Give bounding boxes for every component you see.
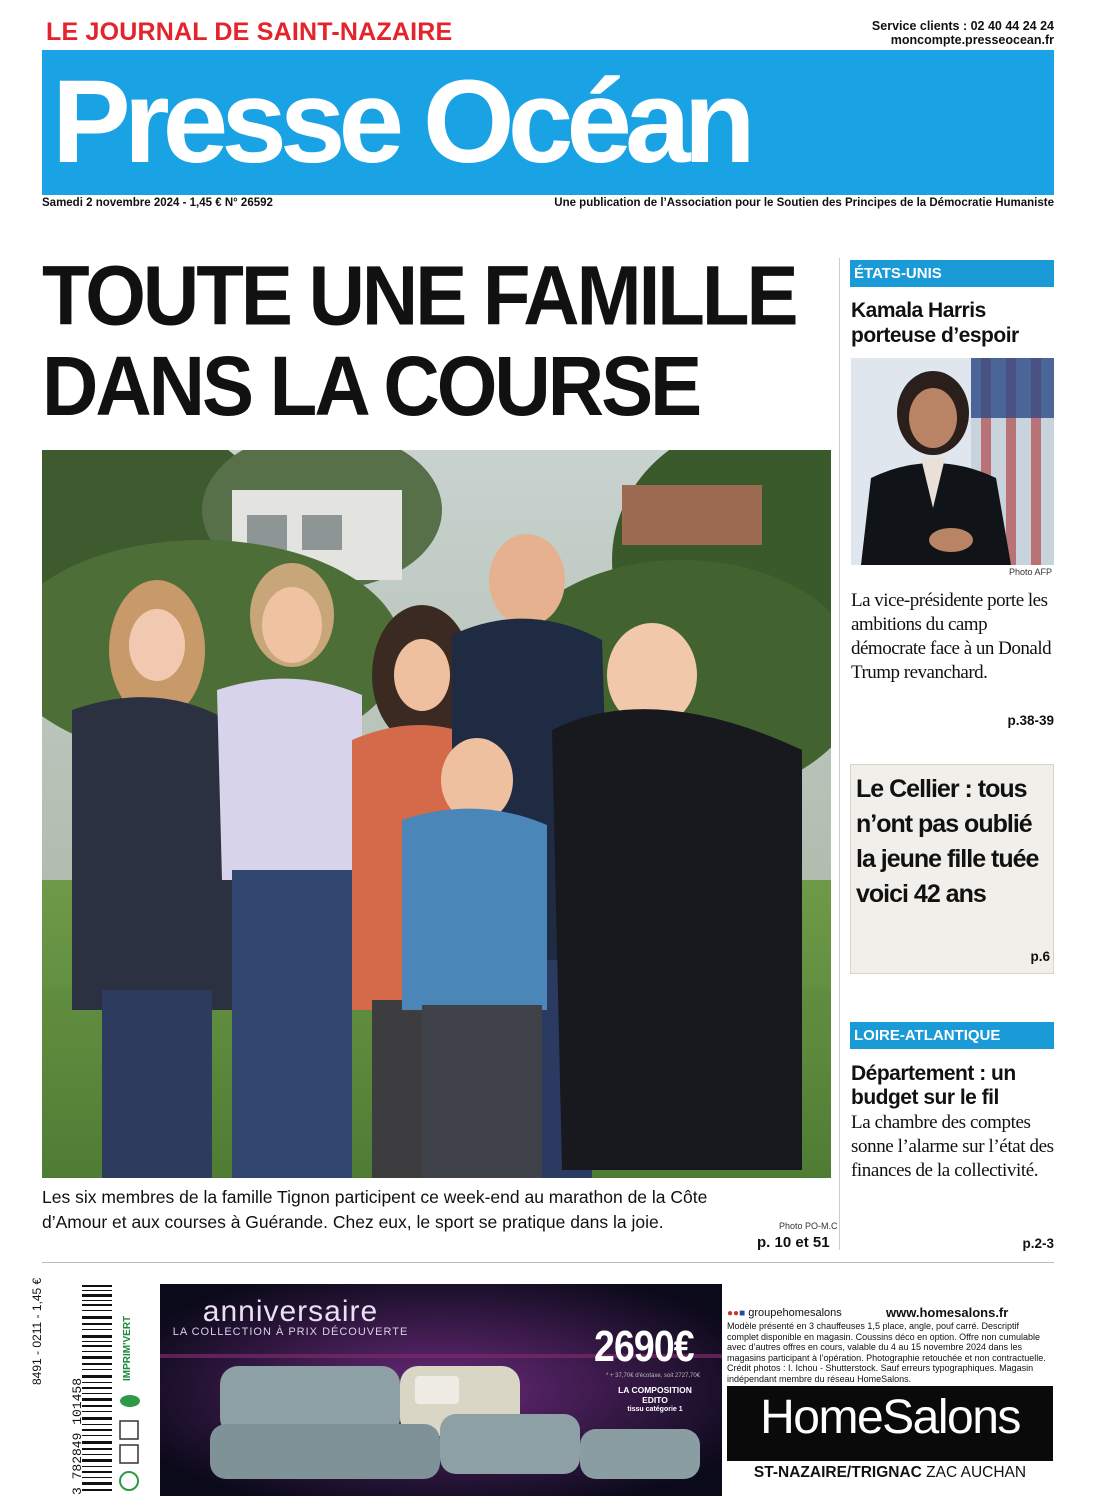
departement-story-text: La chambre des comptes sonne l’alarme sur l’état des finances de la collectivité. [851, 1112, 1054, 1181]
ad-title: anniversaire [202, 1295, 379, 1328]
publisher-line: Une publication de l’Association pour le Soutien des Principes de la Démocratie Humaniste [554, 197, 1054, 209]
store-location [727, 1464, 1053, 1482]
departement-story-title[interactable]: Département : un budget sur le fil [851, 1062, 1016, 1109]
homesalons-logo[interactable]: HomeSalons [760, 1391, 1020, 1444]
headline-line-2: DANS LA COURSE [42, 338, 700, 434]
customer-service-info [872, 19, 1054, 47]
us-story-title[interactable]: Kamala Harris porteuse d’espoir [851, 299, 1019, 347]
column-divider [839, 258, 840, 1250]
cellier-page-reference[interactable]: p.6 [1030, 949, 1050, 964]
ad-price-note: * + 37,70€ d'écotaxe, soit 2727,70€ [606, 1373, 701, 1379]
family-photo-illustration [42, 450, 831, 1178]
compo-line-1: LA COMPOSITION [618, 1385, 692, 1395]
compo-line-2: EDITO [642, 1395, 668, 1405]
social-icons: ●● [727, 1308, 740, 1319]
masthead-kicker: LE JOURNAL DE SAINT-NAZAIRE [46, 18, 453, 46]
store-zone: ZAC AUCHAN [921, 1464, 1027, 1481]
footer-divider [42, 1262, 1054, 1263]
ad-composition [590, 1385, 720, 1415]
departement-page-reference[interactable]: p.2-3 [1022, 1236, 1054, 1251]
us-page-reference[interactable]: p.38-39 [1007, 713, 1054, 728]
barcode-number: 3 782849 101458 [70, 1377, 85, 1495]
account-url[interactable]: moncompte.presseocean.fr [890, 33, 1054, 47]
lead-page-reference[interactable]: p. 10 et 51 [757, 1234, 830, 1251]
dateline: Samedi 2 novembre 2024 - 1,45 € N° 26592 [42, 197, 273, 209]
ad-subtitle: LA COLLECTION À PRIX DÉCOUVERTE [172, 1326, 409, 1338]
imprim-vert-block [112, 1283, 150, 1495]
ad-price: 2690€ [594, 1322, 694, 1371]
lead-headline[interactable] [42, 247, 832, 434]
photo-credit: Photo AFP [1009, 567, 1053, 577]
issn-side-label: 8491 - 0211 - 1,45 € [30, 1277, 44, 1385]
recycling-icons [112, 1283, 150, 1495]
service-phone: Service clients : 02 40 44 24 24 [871, 19, 1054, 33]
family-photo[interactable] [42, 450, 831, 1178]
store-city: ST-NAZAIRE/TRIGNAC [753, 1464, 922, 1481]
social-handle-text: groupehomesalons [748, 1307, 842, 1319]
cellier-story-title[interactable]: Le Cellier : tous n’ont pas oublié la jeune fille tuée voici 42 ans [856, 775, 1039, 908]
section-tag-us[interactable]: ÉTATS-UNIS [850, 260, 1054, 287]
kamala-harris-illustration [851, 358, 1054, 565]
section-tag-loire[interactable]: LOIRE-ATLANTIQUE [850, 1022, 1054, 1049]
kamala-harris-photo[interactable] [851, 358, 1054, 565]
photo-credit: Photo PO-M.C [779, 1221, 838, 1231]
ad-social-handle[interactable] [727, 1307, 842, 1319]
us-story-text: La vice-présidente porte les ambitions du camp démocrate face à un Donald Trump revanchard. [851, 590, 1052, 683]
ad-legal-text: Modèle présenté en 3 chauffeuses 1,5 place, angle, pouf carré. Descriptif complet disponible en magasin. Coussins déco en option. Offre non cumulable avec d’autres offres en cours, valable du 4 au 15 novembre 2024 dans les magasins participant à l’opération. Photographie retouchée et non contractuelle. Crédit photos : I. Ichou - Shutterstock. Sauf erreurs typographiques. Magasin indépendant membre du réseau HomeSalons. [727, 1321, 1046, 1384]
newspaper-logo[interactable]: Presse Océan [52, 56, 749, 188]
imprim-vert-label: IMPRIM'VERT [122, 1315, 133, 1381]
photo-caption: Les six membres de la famille Tignon participent ce week-end au marathon de la Côte d’Amour et aux courses à Guérande. Chez eux, le sport se pratique dans la joie. [42, 1187, 708, 1232]
compo-line-3: tissu catégorie 1 [627, 1406, 683, 1413]
headline-line-1: TOUTE UNE FAMILLE [42, 247, 796, 343]
facebook-icon: ■ [739, 1308, 746, 1319]
ad-url[interactable]: www.homesalons.fr [886, 1305, 1009, 1320]
